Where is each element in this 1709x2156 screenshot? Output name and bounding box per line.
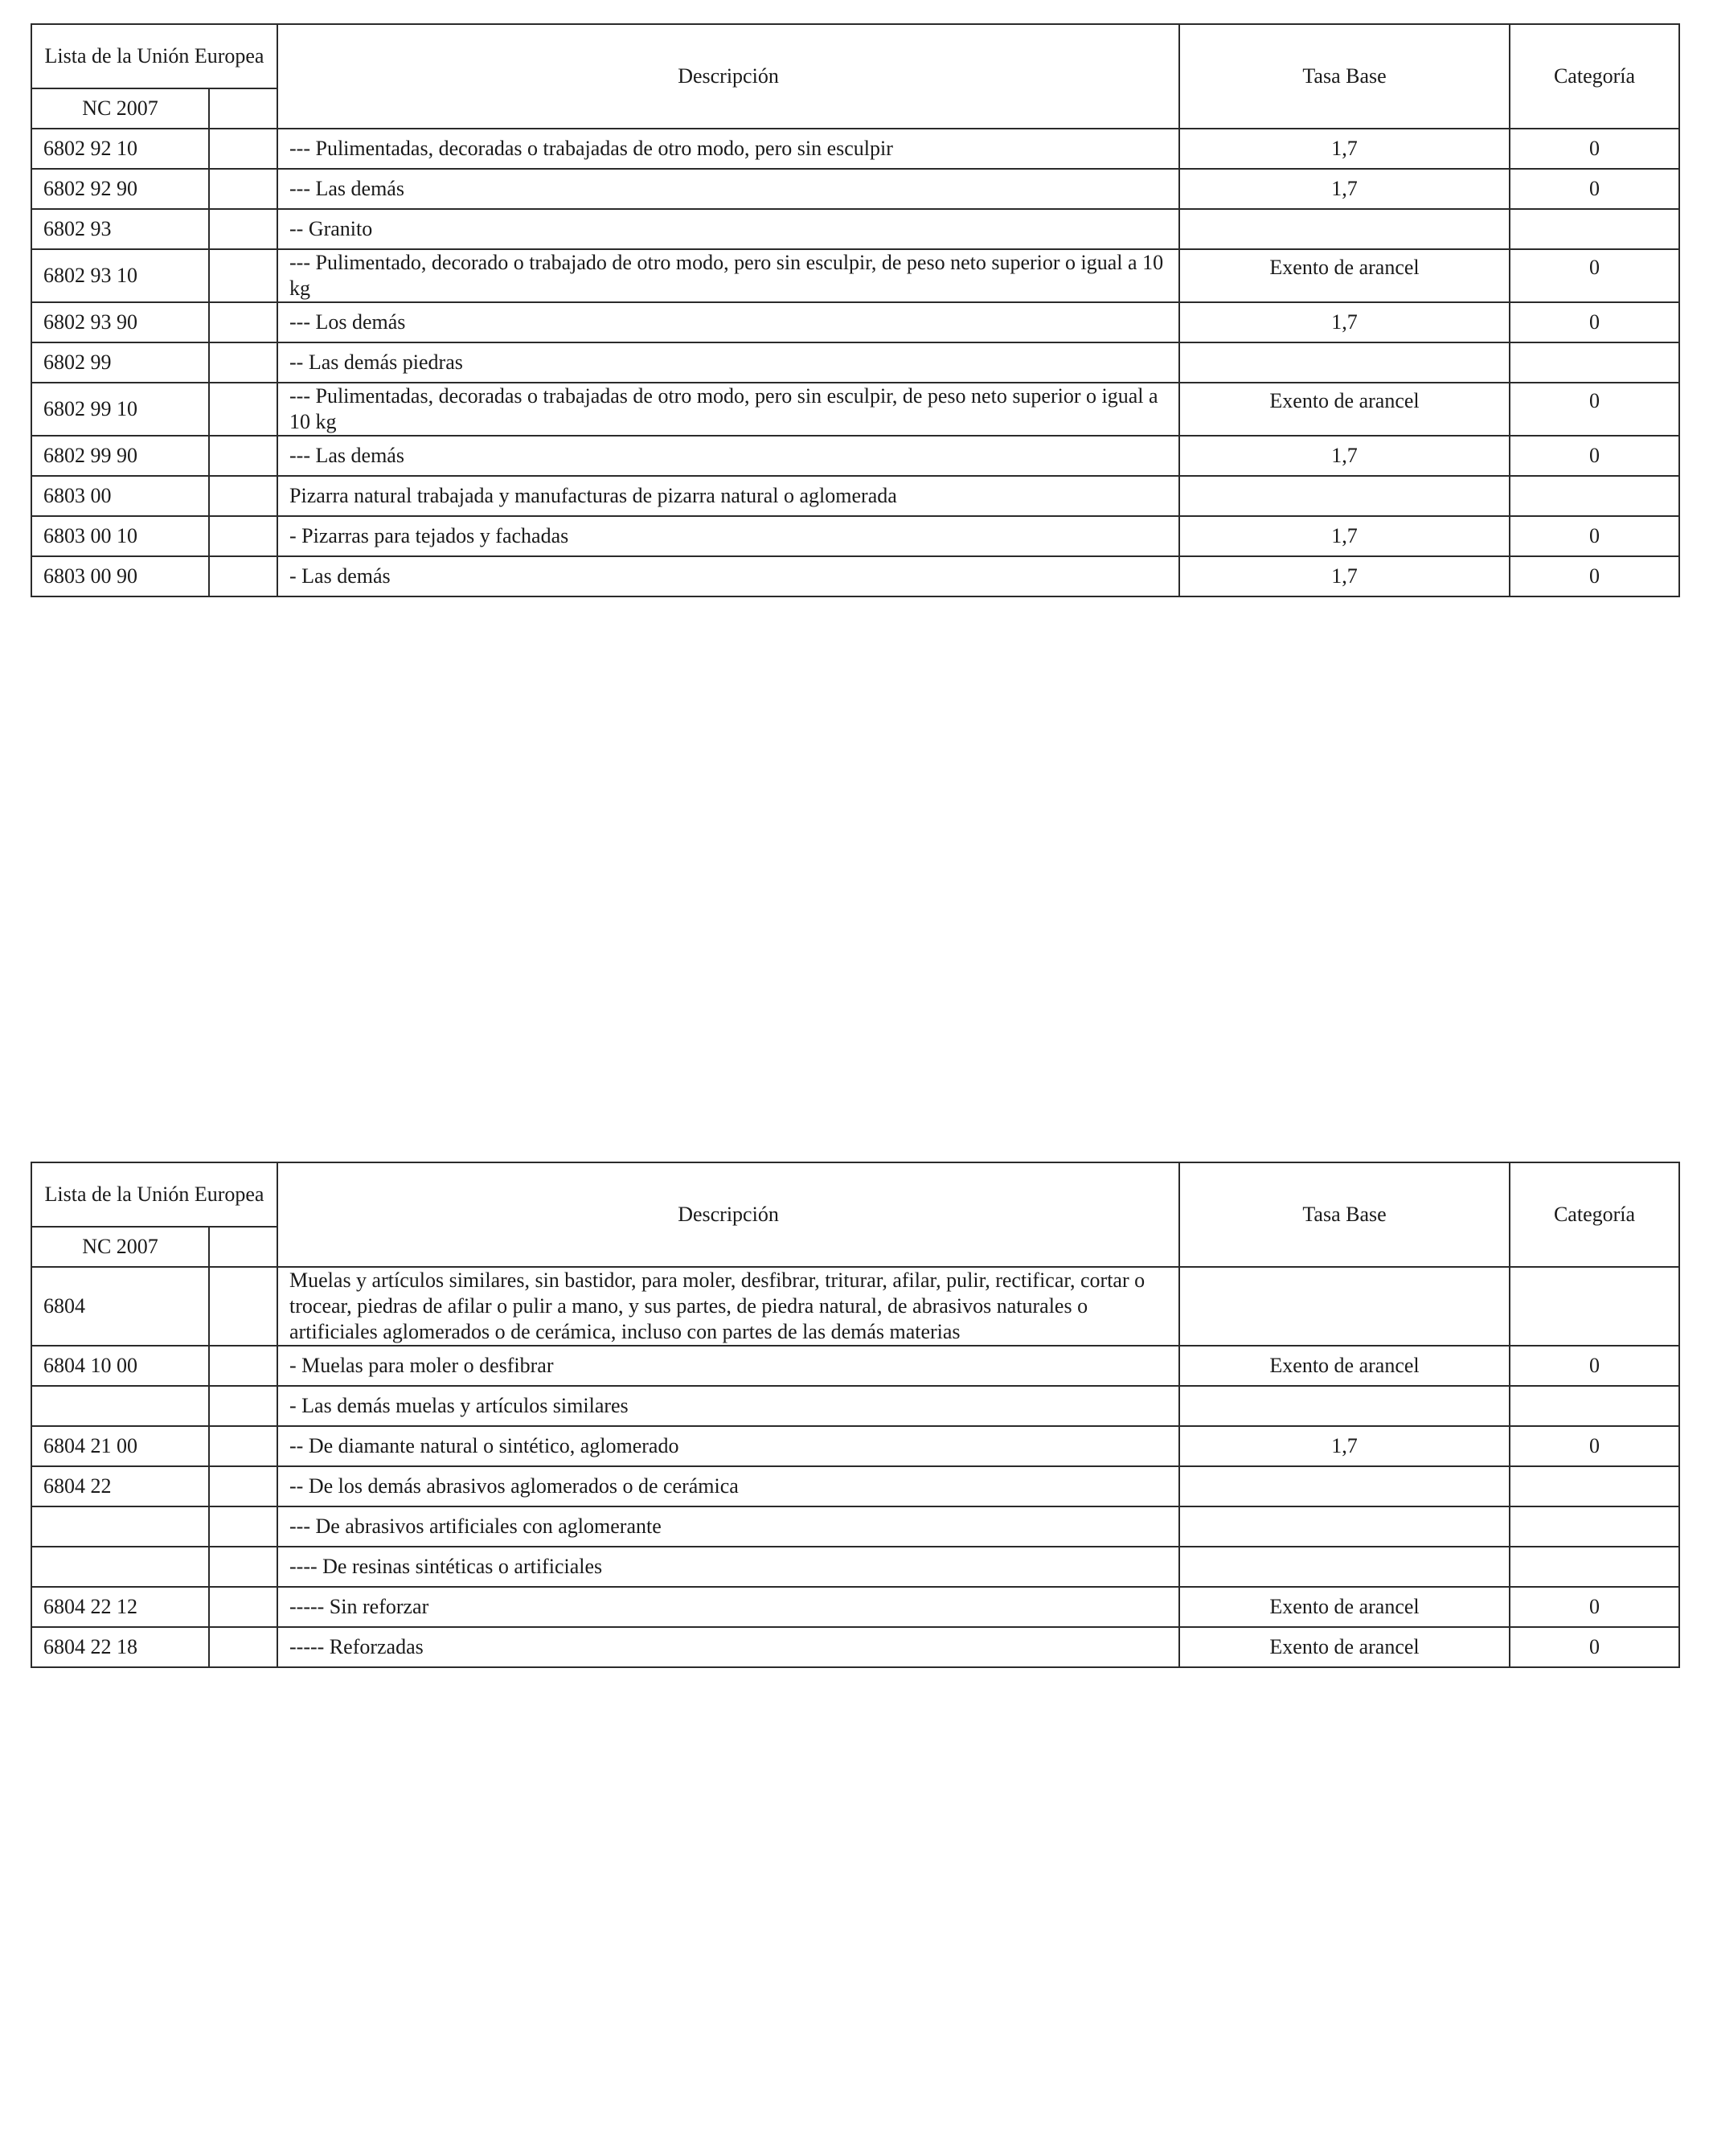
blank-cell	[209, 249, 277, 302]
nc-code-cell: 6802 99 10	[31, 383, 209, 436]
blank-cell	[209, 1386, 277, 1426]
blank-cell	[209, 476, 277, 516]
category-cell: 0	[1510, 169, 1679, 209]
blank-cell	[209, 436, 277, 476]
table-row	[31, 1386, 1679, 1426]
base-rate-cell: Exento de arancel	[1179, 249, 1510, 302]
description-header: Descripción	[277, 1162, 1179, 1267]
nc-2007-header: NC 2007	[31, 1227, 209, 1267]
base-rate-cell: Exento de arancel	[1179, 1587, 1510, 1627]
table-row	[31, 436, 1679, 476]
blank-header-cell	[209, 88, 277, 129]
base-rate-cell	[1179, 209, 1510, 249]
base-rate-cell: 1,7	[1179, 1426, 1510, 1466]
description-cell: ----- Reforzadas	[277, 1627, 1179, 1667]
category-cell: 0	[1510, 516, 1679, 556]
table-row	[31, 1627, 1679, 1667]
category-cell: 0	[1510, 436, 1679, 476]
description-cell: -- Las demás piedras	[277, 342, 1179, 383]
base-rate-cell: 1,7	[1179, 556, 1510, 596]
base-rate-cell	[1179, 342, 1510, 383]
table-row	[31, 209, 1679, 249]
blank-cell	[209, 1627, 277, 1667]
blank-cell	[209, 302, 277, 342]
category-cell	[1510, 1267, 1679, 1346]
nc-code-cell: 6802 92 90	[31, 169, 209, 209]
category-cell	[1510, 1386, 1679, 1426]
nc-code-cell: 6804 21 00	[31, 1426, 209, 1466]
eu-list-header: Lista de la Unión Europea	[31, 24, 277, 88]
category-cell	[1510, 342, 1679, 383]
base-rate-cell: 1,7	[1179, 436, 1510, 476]
blank-cell	[209, 1547, 277, 1587]
blank-cell	[209, 129, 277, 169]
table-row	[31, 516, 1679, 556]
blank-header-cell	[209, 1227, 277, 1267]
tariff-table-2	[31, 1162, 1680, 1668]
description-cell: --- Pulimentadas, decoradas o trabajadas de otro modo, pero sin esculpir, de peso neto superior o igual a 10 kg	[277, 383, 1179, 436]
description-cell: --- Los demás	[277, 302, 1179, 342]
description-cell: --- Las demás	[277, 436, 1179, 476]
nc-code-cell: 6803 00 10	[31, 516, 209, 556]
nc-code-cell: 6804 22 12	[31, 1587, 209, 1627]
category-header: Categoría	[1510, 1162, 1679, 1267]
eu-list-header: Lista de la Unión Europea	[31, 1162, 277, 1227]
blank-cell	[209, 516, 277, 556]
nc-code-cell: 6802 99 90	[31, 436, 209, 476]
tariff-table-1	[31, 23, 1680, 597]
description-header: Descripción	[277, 24, 1179, 129]
tariff-table-body	[31, 1162, 1679, 1667]
nc-code-cell: 6802 99	[31, 342, 209, 383]
blank-cell	[209, 1506, 277, 1547]
table-row	[31, 1466, 1679, 1506]
base-rate-cell: Exento de arancel	[1179, 1346, 1510, 1386]
table-row	[31, 476, 1679, 516]
category-cell: 0	[1510, 1587, 1679, 1627]
nc-code-cell: 6802 93 10	[31, 249, 209, 302]
table-row	[31, 342, 1679, 383]
category-cell: 0	[1510, 249, 1679, 302]
nc-code-cell: 6802 93 90	[31, 302, 209, 342]
description-cell: ---- De resinas sintéticas o artificiales	[277, 1547, 1179, 1587]
description-cell: --- Las demás	[277, 169, 1179, 209]
nc-code-cell: 6802 92 10	[31, 129, 209, 169]
description-cell: - Las demás	[277, 556, 1179, 596]
table-row	[31, 1587, 1679, 1627]
base-rate-cell	[1179, 476, 1510, 516]
category-cell: 0	[1510, 556, 1679, 596]
base-rate-cell: Exento de arancel	[1179, 383, 1510, 436]
base-rate-cell	[1179, 1267, 1510, 1346]
description-cell: ----- Sin reforzar	[277, 1587, 1179, 1627]
description-cell: Pizarra natural trabajada y manufacturas de pizarra natural o aglomerada	[277, 476, 1179, 516]
blank-cell	[209, 1346, 277, 1386]
nc-code-cell: 6804 22	[31, 1466, 209, 1506]
nc-code-cell: 6804 22 18	[31, 1627, 209, 1667]
description-cell: -- De diamante natural o sintético, aglomerado	[277, 1426, 1179, 1466]
category-cell: 0	[1510, 1627, 1679, 1667]
category-cell	[1510, 209, 1679, 249]
category-cell: 0	[1510, 129, 1679, 169]
blank-cell	[209, 1587, 277, 1627]
base-rate-cell	[1179, 1466, 1510, 1506]
category-cell: 0	[1510, 1426, 1679, 1466]
nc-code-cell: 6804	[31, 1267, 209, 1346]
nc-code-cell: 6802 93	[31, 209, 209, 249]
base-rate-cell: Exento de arancel	[1179, 1627, 1510, 1667]
base-rate-cell: 1,7	[1179, 169, 1510, 209]
nc-code-cell: 6803 00	[31, 476, 209, 516]
description-cell: --- Pulimentadas, decoradas o trabajadas de otro modo, pero sin esculpir	[277, 129, 1179, 169]
blank-cell	[209, 1466, 277, 1506]
nc-2007-header: NC 2007	[31, 88, 209, 129]
table-row	[31, 302, 1679, 342]
base-rate-cell	[1179, 1506, 1510, 1547]
base-rate-cell: 1,7	[1179, 129, 1510, 169]
base-rate-cell	[1179, 1386, 1510, 1426]
blank-cell	[209, 209, 277, 249]
category-header: Categoría	[1510, 24, 1679, 129]
nc-code-cell	[31, 1506, 209, 1547]
tariff-table-body	[31, 24, 1679, 596]
table-row	[31, 169, 1679, 209]
nc-code-cell: 6804 10 00	[31, 1346, 209, 1386]
category-cell: 0	[1510, 383, 1679, 436]
table-row	[31, 1346, 1679, 1386]
description-cell: --- De abrasivos artificiales con aglomerante	[277, 1506, 1179, 1547]
blank-cell	[209, 556, 277, 596]
table-row	[31, 1426, 1679, 1466]
blank-cell	[209, 383, 277, 436]
blank-cell	[209, 1426, 277, 1466]
nc-code-cell: 6803 00 90	[31, 556, 209, 596]
base-rate-cell: 1,7	[1179, 516, 1510, 556]
description-cell: - Pizarras para tejados y fachadas	[277, 516, 1179, 556]
blank-cell	[209, 342, 277, 383]
blank-cell	[209, 169, 277, 209]
table-row	[31, 383, 1679, 436]
description-cell: Muelas y artículos similares, sin bastidor, para moler, desfibrar, triturar, afilar, pulir, rectificar, cortar o trocear, piedras de afilar o pulir a mano, y sus partes, de piedra natural, de abrasivos naturales o artificiales aglomerados o de cerámica, incluso con partes de las demás materias	[277, 1267, 1179, 1346]
category-cell	[1510, 1506, 1679, 1547]
description-cell: --- Pulimentado, decorado o trabajado de otro modo, pero sin esculpir, de peso neto superior o igual a 10 kg	[277, 249, 1179, 302]
table-row	[31, 1547, 1679, 1587]
table-row	[31, 129, 1679, 169]
table-header-row	[31, 1162, 1679, 1227]
nc-code-cell	[31, 1547, 209, 1587]
nc-code-cell	[31, 1386, 209, 1426]
base-rate-cell	[1179, 1547, 1510, 1587]
blank-cell	[209, 1267, 277, 1346]
category-cell: 0	[1510, 1346, 1679, 1386]
category-cell	[1510, 1547, 1679, 1587]
description-cell: - Las demás muelas y artículos similares	[277, 1386, 1179, 1426]
table-row	[31, 1267, 1679, 1346]
description-cell: -- Granito	[277, 209, 1179, 249]
base-rate-header: Tasa Base	[1179, 1162, 1510, 1267]
table-row	[31, 1506, 1679, 1547]
base-rate-cell: 1,7	[1179, 302, 1510, 342]
category-cell: 0	[1510, 302, 1679, 342]
description-cell: - Muelas para moler o desfibrar	[277, 1346, 1179, 1386]
table-header-row	[31, 24, 1679, 88]
base-rate-header: Tasa Base	[1179, 24, 1510, 129]
table-row	[31, 249, 1679, 302]
category-cell	[1510, 476, 1679, 516]
table-row	[31, 556, 1679, 596]
category-cell	[1510, 1466, 1679, 1506]
description-cell: -- De los demás abrasivos aglomerados o de cerámica	[277, 1466, 1179, 1506]
